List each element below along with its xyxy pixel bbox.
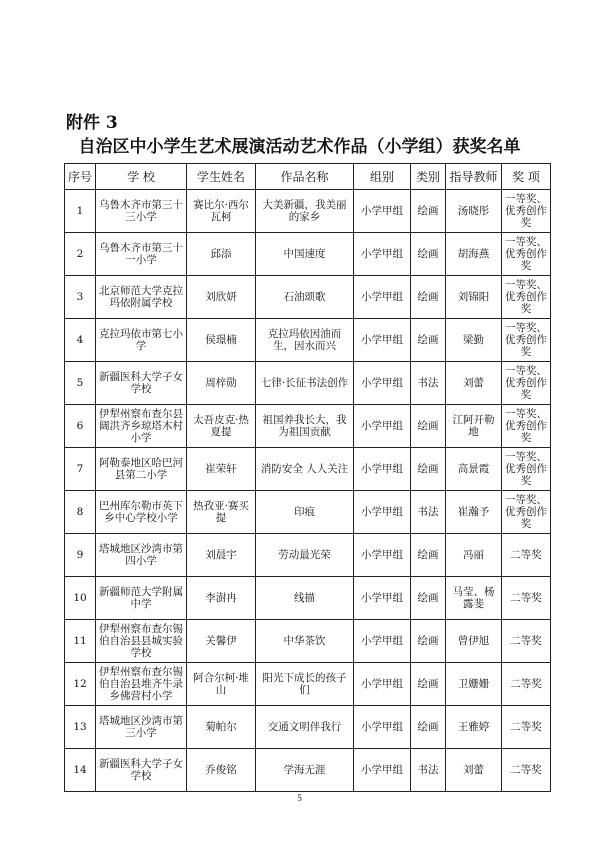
cell-work: 中华茶饮	[256, 620, 354, 663]
cell-group: 小学甲组	[354, 534, 411, 577]
cell-student: 刘晨宇	[187, 534, 256, 577]
cell-work: 祖国养我长大，我为祖国贡献	[256, 405, 354, 448]
page-number: 5	[297, 793, 302, 803]
cell-teacher: 卫姗姗	[446, 663, 502, 706]
cell-no: 9	[65, 534, 96, 577]
cell-category: 绘画	[411, 448, 446, 491]
cell-group: 小学甲组	[354, 706, 411, 749]
table-row	[65, 534, 551, 577]
cell-group: 小学甲组	[354, 233, 411, 276]
cell-no: 8	[65, 491, 96, 534]
document-title: 自治区中小学生艺术展演活动艺术作品（小学组）获奖名单	[78, 137, 521, 157]
cell-teacher: 刘锦阳	[446, 276, 502, 319]
cell-student: 邱添	[187, 233, 256, 276]
cell-award: 一等奖、优秀创作奖	[502, 362, 551, 405]
cell-group: 小学甲组	[354, 663, 411, 706]
cell-group: 小学甲组	[354, 620, 411, 663]
table-row	[65, 749, 551, 792]
cell-no: 12	[65, 663, 96, 706]
award-table	[64, 163, 551, 792]
cell-school: 阿勒泰地区哈巴河县第二小学	[96, 448, 187, 491]
table-row	[65, 362, 551, 405]
cell-category: 书法	[411, 749, 446, 792]
cell-student: 周梓勋	[187, 362, 256, 405]
cell-teacher: 汤晓彤	[446, 190, 502, 233]
cell-work: 交通文明伴我行	[256, 706, 354, 749]
cell-school: 塔城地区沙湾市第三小学	[96, 706, 187, 749]
cell-category: 书法	[411, 491, 446, 534]
cell-work: 阳光下成长的孩子们	[256, 663, 354, 706]
cell-work: 大美新疆，我美丽的家乡	[256, 190, 354, 233]
cell-no: 1	[65, 190, 96, 233]
cell-award: 二等奖	[502, 534, 551, 577]
cell-work: 石油颂歌	[256, 276, 354, 319]
cell-category: 书法	[411, 362, 446, 405]
cell-no: 5	[65, 362, 96, 405]
table-row	[65, 620, 551, 663]
cell-teacher: 曾伊旭	[446, 620, 502, 663]
cell-category: 绘画	[411, 276, 446, 319]
cell-award: 二等奖	[502, 706, 551, 749]
header-work: 作品名称	[256, 164, 354, 190]
cell-award: 一等奖、优秀创作奖	[502, 276, 551, 319]
cell-no: 2	[65, 233, 96, 276]
cell-teacher: 刘蕾	[446, 362, 502, 405]
cell-student: 侯璟楠	[187, 319, 256, 362]
cell-work: 克拉玛依因油而生，因水而兴	[256, 319, 354, 362]
cell-teacher: 江阿开勒地	[446, 405, 502, 448]
cell-teacher: 马莹、杨露斐	[446, 577, 502, 620]
cell-category: 绘画	[411, 405, 446, 448]
cell-student: 刘欣妍	[187, 276, 256, 319]
cell-school: 伊犁州察布查尔锡伯自治县堆齐牛录乡佛营村小学	[96, 663, 187, 706]
header-school: 学 校	[96, 164, 187, 190]
cell-category: 绘画	[411, 577, 446, 620]
cell-award: 二等奖	[502, 663, 551, 706]
cell-school: 塔城地区沙湾市第四小学	[96, 534, 187, 577]
cell-work: 消防安全 人人关注	[256, 448, 354, 491]
cell-work: 印痕	[256, 491, 354, 534]
cell-teacher: 刘蕾	[446, 749, 502, 792]
cell-group: 小学甲组	[354, 362, 411, 405]
cell-work: 劳动最光荣	[256, 534, 354, 577]
table-row	[65, 190, 551, 233]
cell-category: 绘画	[411, 620, 446, 663]
cell-student: 乔俊铭	[187, 749, 256, 792]
cell-teacher: 梁勤	[446, 319, 502, 362]
cell-award: 二等奖	[502, 620, 551, 663]
cell-school: 新疆医科大学子女学校	[96, 749, 187, 792]
header-teacher: 指导教师	[446, 164, 502, 190]
cell-category: 绘画	[411, 663, 446, 706]
table-header-row	[65, 164, 551, 190]
cell-work: 学海无涯	[256, 749, 354, 792]
cell-work: 线描	[256, 577, 354, 620]
table-row	[65, 706, 551, 749]
cell-school: 乌鲁木齐市第三十一小学	[96, 233, 187, 276]
cell-award: 一等奖、优秀创作奖	[502, 491, 551, 534]
table-row	[65, 448, 551, 491]
cell-group: 小学甲组	[354, 448, 411, 491]
table-row	[65, 319, 551, 362]
cell-student: 热孜亚·赛买提	[187, 491, 256, 534]
table-row	[65, 405, 551, 448]
cell-student: 赛比尔·西尔瓦柯	[187, 190, 256, 233]
cell-school: 伊犁州察布查尔锡伯自治县县城实验学校	[96, 620, 187, 663]
cell-school: 乌鲁木齐市第三十三小学	[96, 190, 187, 233]
header-student: 学生姓名	[187, 164, 256, 190]
table-row	[65, 233, 551, 276]
cell-award: 二等奖	[502, 577, 551, 620]
cell-school: 巴州库尔勒市英下乡中心学校小学	[96, 491, 187, 534]
header-group: 组别	[354, 164, 411, 190]
cell-teacher: 冯丽	[446, 534, 502, 577]
cell-student: 太吾皮克·热夏提	[187, 405, 256, 448]
cell-teacher: 高景霞	[446, 448, 502, 491]
cell-no: 4	[65, 319, 96, 362]
cell-group: 小学甲组	[354, 491, 411, 534]
header-category: 类别	[411, 164, 446, 190]
cell-school: 克拉玛依市第七小学	[96, 319, 187, 362]
cell-school: 新疆师范大学附属中学	[96, 577, 187, 620]
cell-group: 小学甲组	[354, 749, 411, 792]
cell-student: 阿合尔柯·堆山	[187, 663, 256, 706]
cell-student: 李澍冉	[187, 577, 256, 620]
cell-category: 绘画	[411, 706, 446, 749]
cell-category: 绘画	[411, 319, 446, 362]
cell-group: 小学甲组	[354, 319, 411, 362]
cell-teacher: 崔瀚予	[446, 491, 502, 534]
cell-school: 伊犁州察布查尔县阔洪齐乡琼塔木村小学	[96, 405, 187, 448]
cell-student: 菊帕尔	[187, 706, 256, 749]
cell-school: 新疆医科大学子女学校	[96, 362, 187, 405]
header-award: 奖 项	[502, 164, 551, 190]
cell-award: 一等奖、优秀创作奖	[502, 405, 551, 448]
cell-award: 二等奖	[502, 749, 551, 792]
cell-no: 10	[65, 577, 96, 620]
cell-category: 绘画	[411, 190, 446, 233]
cell-category: 绘画	[411, 233, 446, 276]
cell-award: 一等奖、优秀创作奖	[502, 448, 551, 491]
cell-award: 一等奖、优秀创作奖	[502, 319, 551, 362]
table-row	[65, 276, 551, 319]
cell-teacher: 胡海燕	[446, 233, 502, 276]
header-no: 序号	[65, 164, 96, 190]
cell-award: 一等奖、优秀创作奖	[502, 190, 551, 233]
cell-group: 小学甲组	[354, 405, 411, 448]
cell-award: 一等奖、优秀创作奖	[502, 233, 551, 276]
cell-no: 6	[65, 405, 96, 448]
cell-category: 绘画	[411, 534, 446, 577]
table-row	[65, 577, 551, 620]
cell-school: 北京师范大学克拉玛依附属学校	[96, 276, 187, 319]
cell-student: 关馨伊	[187, 620, 256, 663]
cell-student: 崔荣轩	[187, 448, 256, 491]
table-body	[65, 190, 551, 792]
cell-group: 小学甲组	[354, 190, 411, 233]
table-row	[65, 663, 551, 706]
cell-group: 小学甲组	[354, 577, 411, 620]
cell-group: 小学甲组	[354, 276, 411, 319]
attachment-label: 附件 3	[66, 113, 118, 133]
cell-no: 7	[65, 448, 96, 491]
cell-no: 13	[65, 706, 96, 749]
cell-teacher: 王雅婷	[446, 706, 502, 749]
cell-no: 14	[65, 749, 96, 792]
cell-work: 中国速度	[256, 233, 354, 276]
table-row	[65, 491, 551, 534]
cell-no: 3	[65, 276, 96, 319]
cell-work: 七律·长征书法创作	[256, 362, 354, 405]
cell-no: 11	[65, 620, 96, 663]
